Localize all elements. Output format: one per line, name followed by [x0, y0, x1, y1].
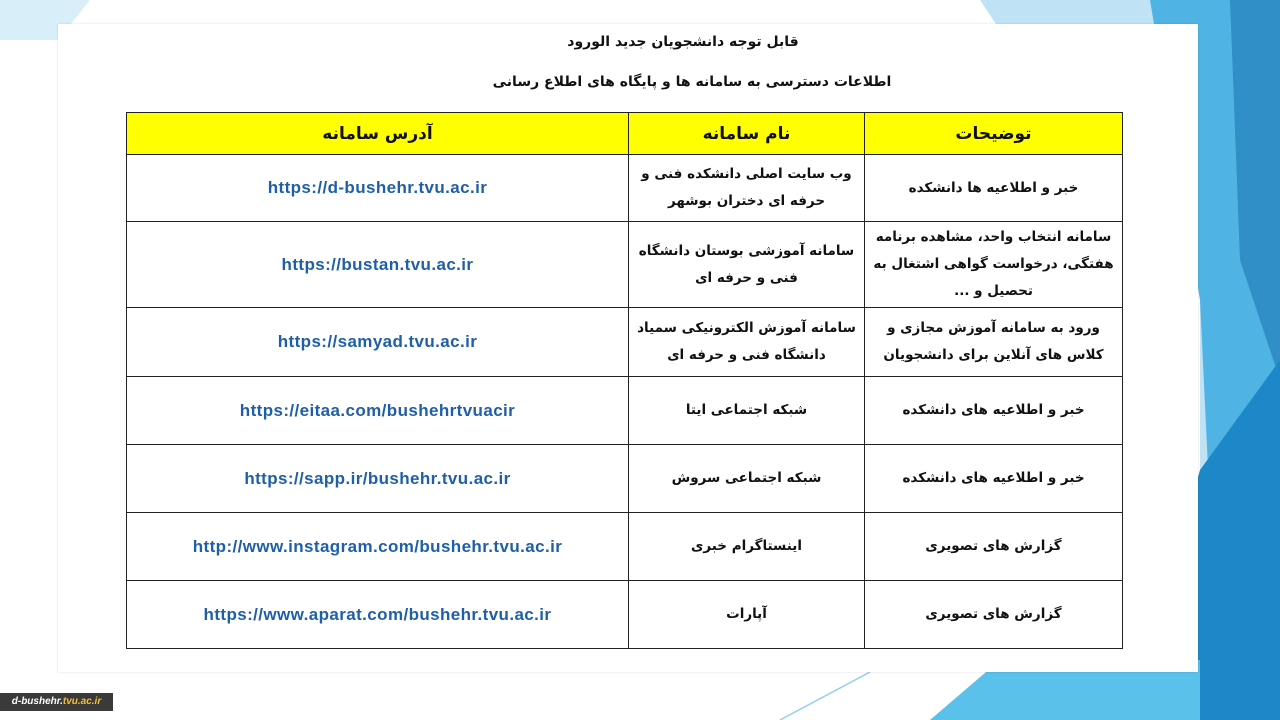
table-row: [127, 222, 1123, 308]
name-cell: [629, 155, 865, 222]
system-description: خبر و اطلاعیه ها دانشکده: [908, 179, 1079, 196]
url-link[interactable]: https://bustan.tvu.ac.ir: [281, 254, 474, 274]
url-cell: [127, 445, 629, 513]
systems-table: [126, 112, 1123, 649]
url-cell: [127, 308, 629, 377]
url-link[interactable]: https://d-bushehr.tvu.ac.ir: [267, 178, 488, 197]
system-description: گزارش های تصویری: [925, 538, 1062, 554]
name-cell: [629, 377, 865, 445]
url-cell: [127, 377, 629, 445]
name-cell: [629, 581, 865, 649]
system-description: ورود به سامانه آموزش مجازی و کلاس های آنلاین برای دانشجویان: [883, 320, 1104, 363]
system-name: شبکه اجتماعی ایتا: [685, 402, 808, 418]
url-link[interactable]: http://www.instagram.com/bushehr.tvu.ac.ir: [192, 536, 563, 556]
table-row: [127, 377, 1123, 445]
table-row: [127, 513, 1123, 581]
description-cell: [865, 308, 1123, 377]
system-name: وب سایت اصلی دانشکده فنی و حرفه ای دختران بوشهر: [641, 166, 852, 209]
table-row: [127, 155, 1123, 222]
name-cell: [629, 222, 865, 308]
system-description: خبر و اطلاعیه های دانشکده: [902, 402, 1085, 418]
system-description: خبر و اطلاعیه های دانشکده: [902, 470, 1085, 486]
system-name: اینستاگرام خبری: [690, 538, 802, 554]
table-row: [127, 581, 1123, 649]
name-cell: [629, 513, 865, 581]
url-link[interactable]: https://sapp.ir/bushehr.tvu.ac.ir: [244, 468, 511, 488]
description-cell: [865, 155, 1123, 222]
system-name: آپارات: [726, 606, 767, 622]
url-link[interactable]: https://eitaa.com/bushehrtvuacir: [239, 400, 516, 420]
name-cell: [629, 445, 865, 513]
header-description: توضیحات: [865, 113, 1123, 155]
system-description: سامانه انتخاب واحد، مشاهده برنامه هفتگی، درخواست گواهی اشتغال به تحصیل و ...: [873, 229, 1114, 299]
system-name: شبکه اجتماعی سروش: [671, 470, 822, 486]
url-link[interactable]: https://www.aparat.com/bushehr.tvu.ac.ir: [203, 604, 552, 624]
url-cell: [127, 155, 629, 222]
watermark-prefix: d-bushehr.: [11, 696, 63, 707]
url-cell: [127, 222, 629, 308]
description-cell: [865, 581, 1123, 649]
name-cell: [629, 308, 865, 377]
header-name: نام سامانه: [629, 113, 865, 155]
slide-title: قابل توجه دانشجویان جدید الورود: [567, 34, 799, 50]
site-watermark-logo: [0, 693, 113, 711]
slide-subtitle: اطلاعات دسترسی به سامانه ها و پایگاه های اطلاع رسانی: [492, 74, 892, 90]
system-name: سامانه آموزشی بوستان دانشگاه فنی و حرفه ای: [638, 242, 855, 286]
system-name: سامانه آموزش الکترونیکی سمیاد دانشگاه فنی و حرفه ای: [637, 320, 856, 363]
description-cell: [865, 445, 1123, 513]
description-cell: [865, 222, 1123, 308]
description-cell: [865, 513, 1123, 581]
system-description: گزارش های تصویری: [925, 606, 1062, 622]
watermark-suffix: tvu.ac.ir: [62, 696, 102, 707]
url-cell: [127, 581, 629, 649]
description-cell: [865, 377, 1123, 445]
header-address: آدرس سامانه: [127, 113, 629, 155]
table-row: [127, 308, 1123, 377]
url-link[interactable]: https://samyad.tvu.ac.ir: [277, 332, 478, 351]
url-cell: [127, 513, 629, 581]
table-row: [127, 445, 1123, 513]
table-header-row: [127, 113, 1123, 155]
slide: [58, 24, 1198, 672]
